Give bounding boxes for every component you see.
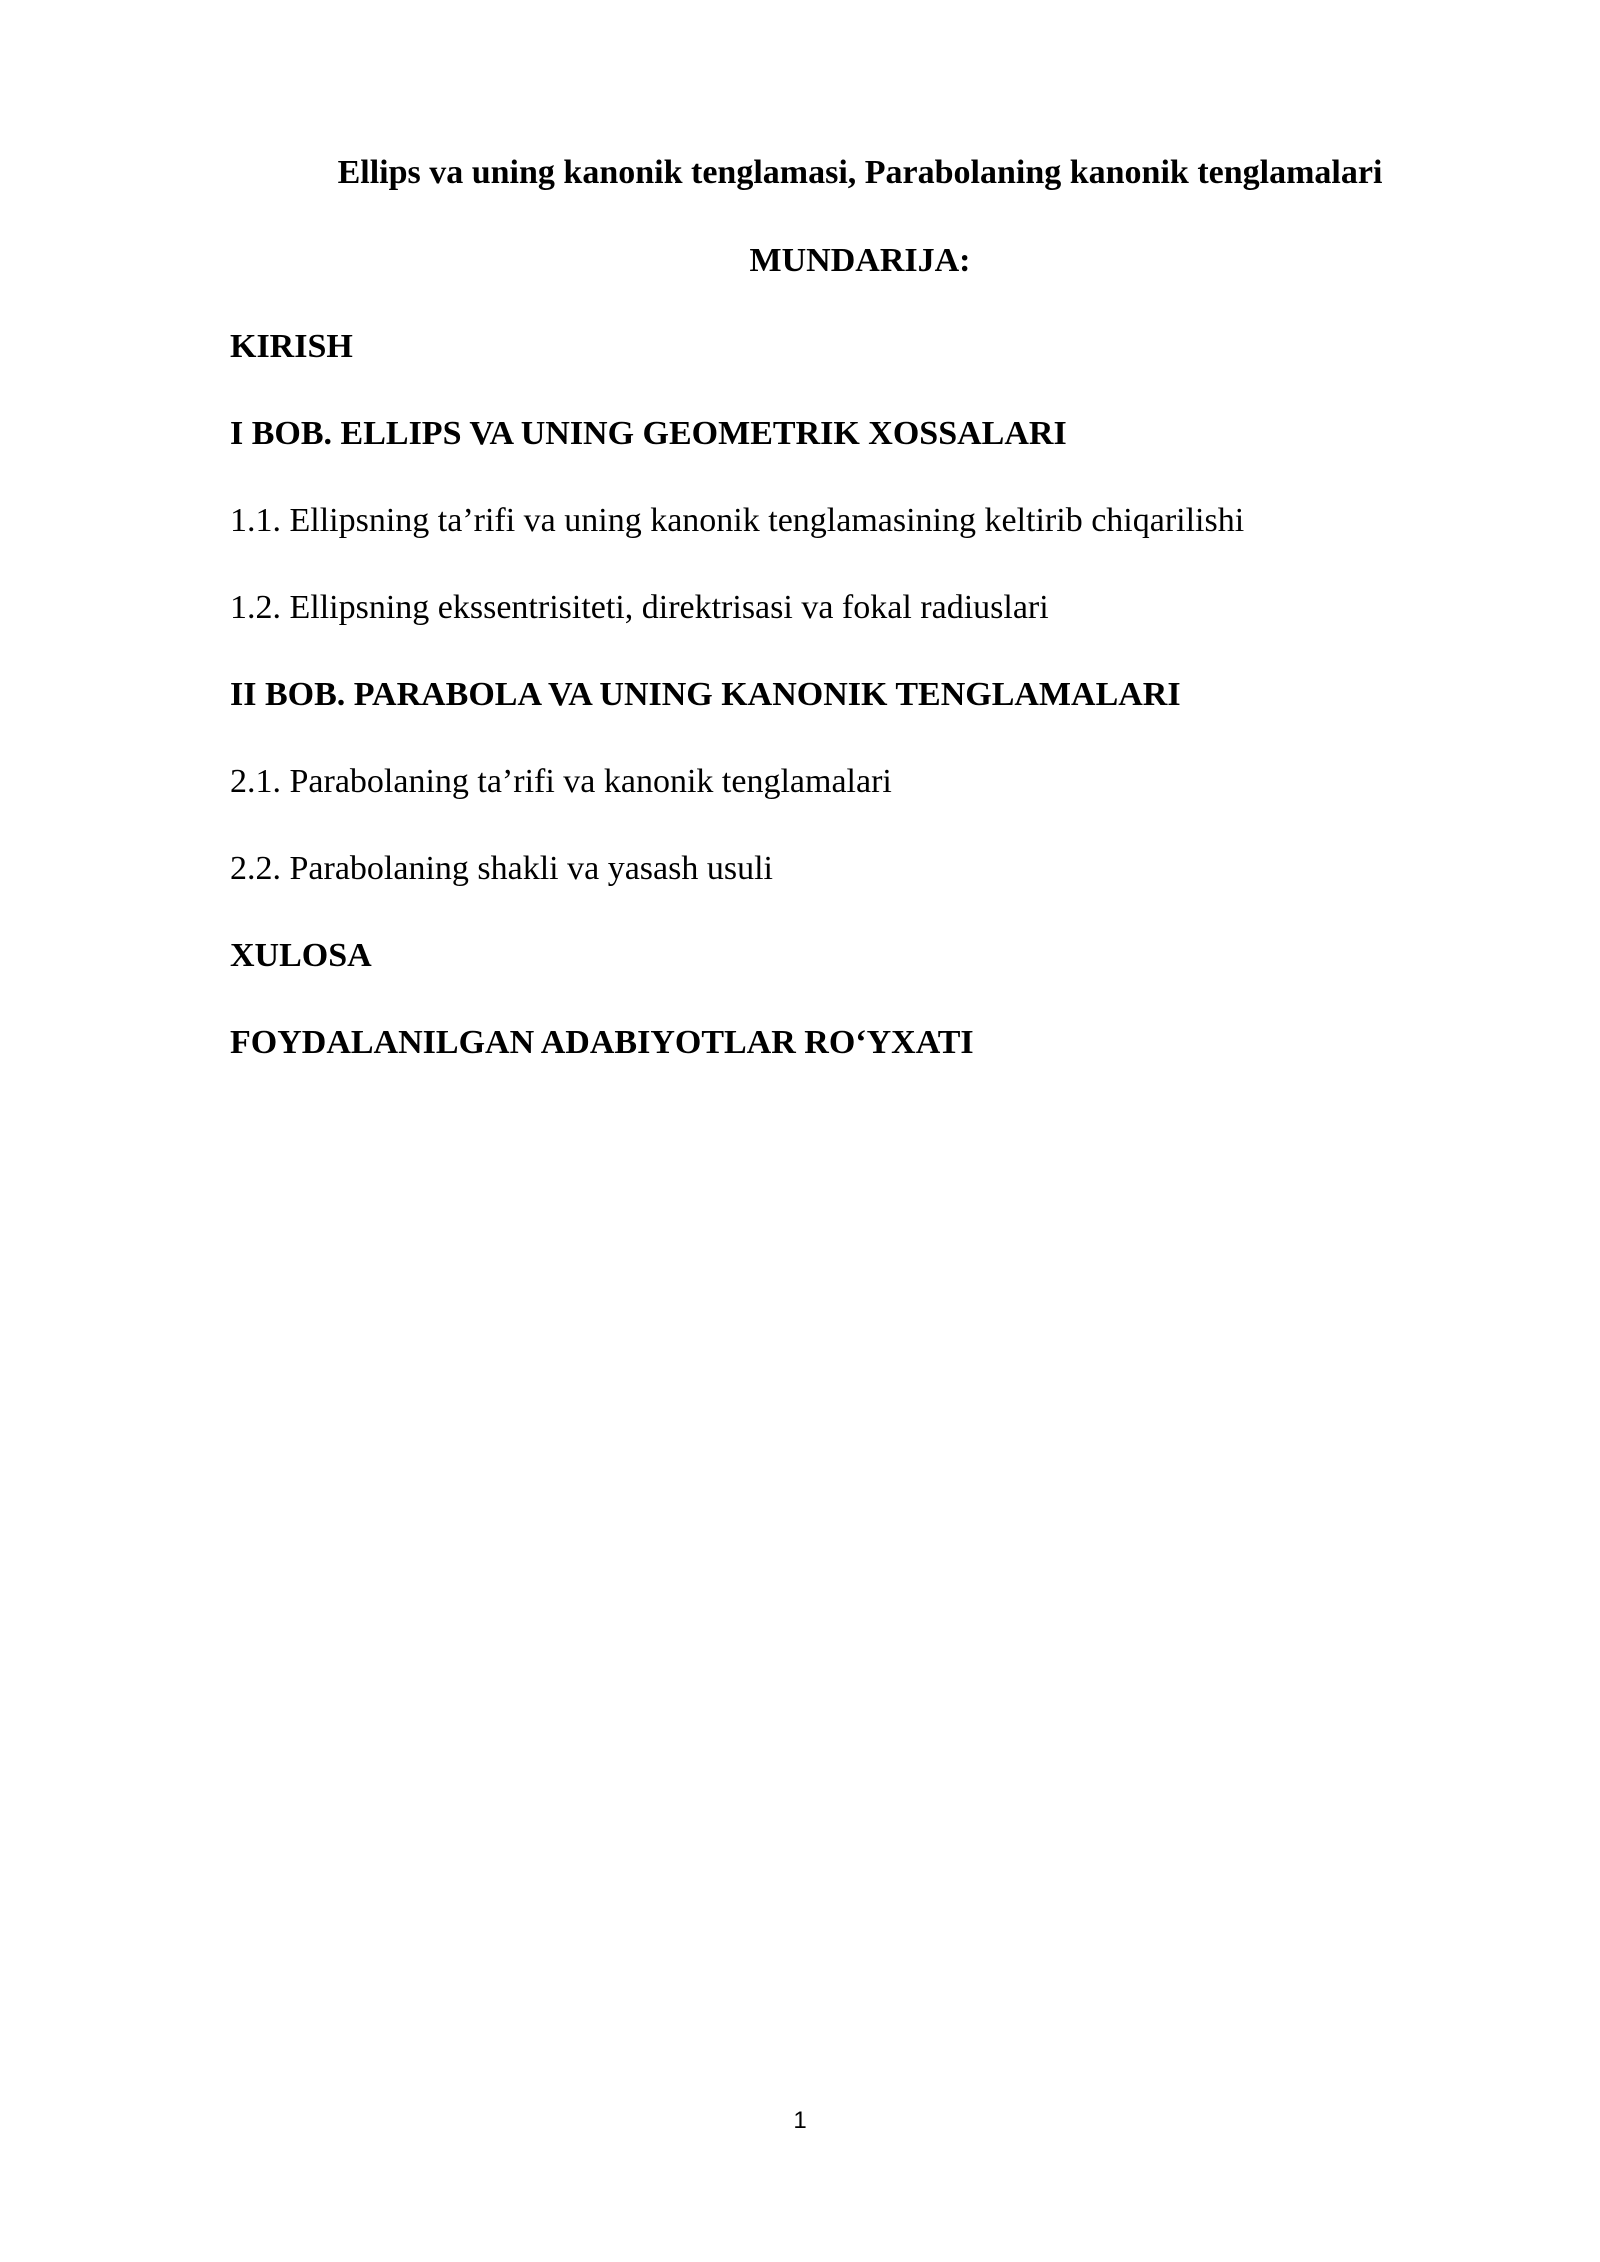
document-title: Ellips va uning kanonik tenglamasi, Parabolaning kanonik tenglamalari xyxy=(337,154,1383,191)
toc-item-references: FOYDALANILGAN ADABIYOTLAR RO‘YXATI xyxy=(230,1024,974,1061)
toc-item-section-1-1: 1.1. Ellipsning ta’rifi va uning kanonik tenglamasining keltirib chiqarilishi xyxy=(230,502,1245,539)
page-number: 1 xyxy=(793,2107,807,2134)
table-of-contents xyxy=(230,322,1450,1105)
toc-item-section-1-2: 1.2. Ellipsning ekssentrisiteti, direktrisasi va fokal radiuslari xyxy=(230,589,1049,626)
toc-item-chapter-2: II BOB. PARABOLA VA UNING KANONIK TENGLAMALARI xyxy=(230,676,1181,713)
toc-item-section-2-2: 2.2. Parabolaning shakli va yasash usuli xyxy=(230,850,773,887)
toc-item-chapter-1: I BOB. ELLIPS VA UNING GEOMETRIK XOSSALARI xyxy=(230,415,1067,452)
toc-item-xulosa: XULOSA xyxy=(230,937,372,974)
toc-item-kirish: KIRISH xyxy=(230,328,353,365)
toc-item-section-2-1: 2.1. Parabolaning ta’rifi va kanonik tenglamalari xyxy=(230,763,892,800)
toc-heading: MUNDARIJA: xyxy=(749,242,971,279)
